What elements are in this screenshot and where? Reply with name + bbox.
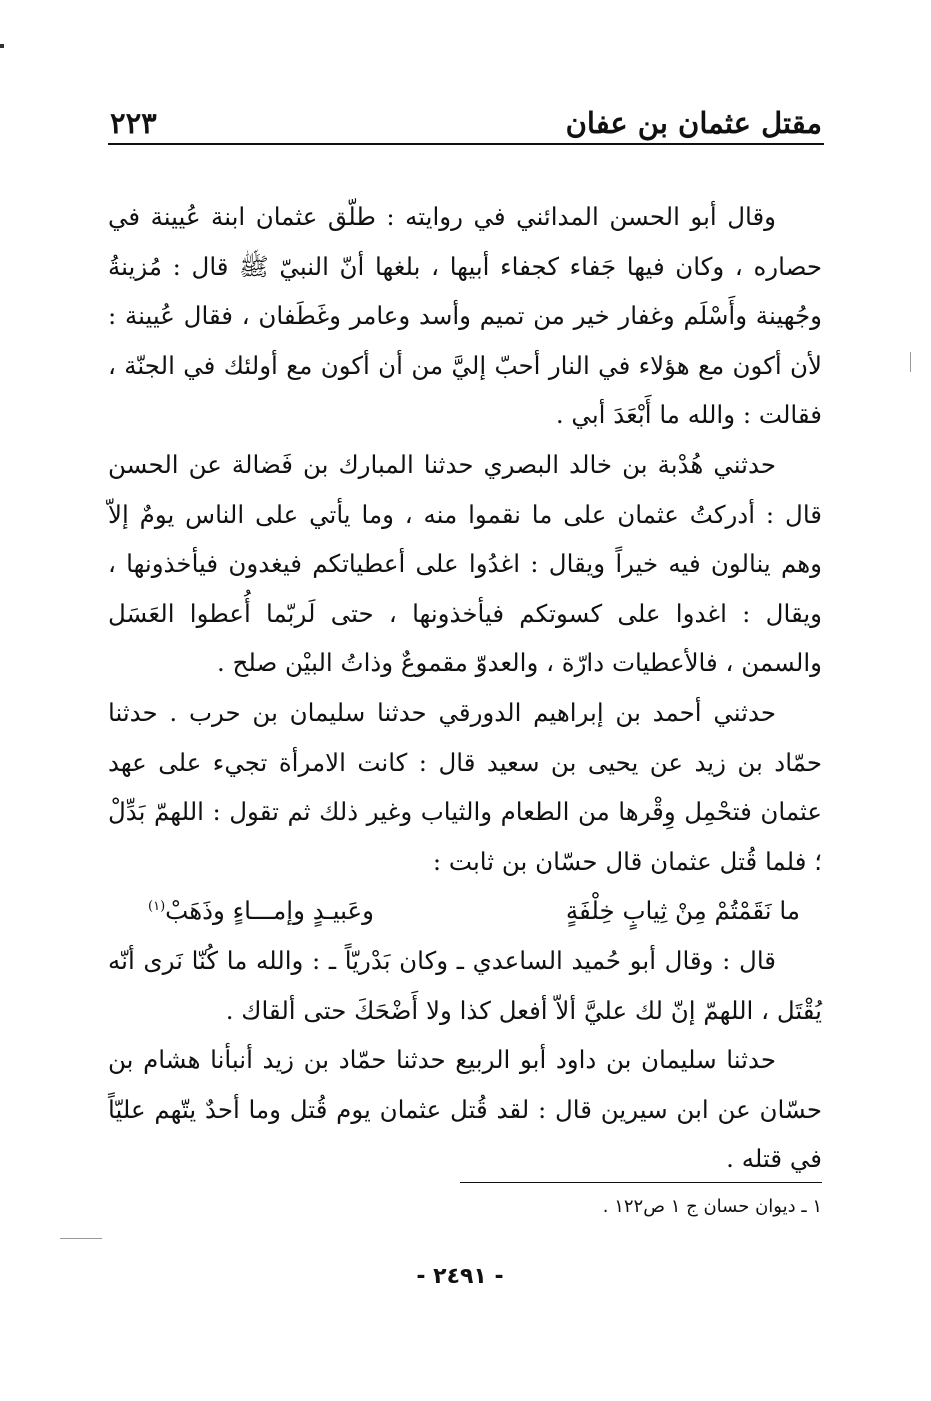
sequence-number: - ٢٤٩١ - (416, 1264, 504, 1289)
paragraph: حدثني هُدْبة بن خالد البصري حدثنا المبارك بن فَضالة عن الحسن قال : أدركتُ عثمان على ما نقموا منه ، وما يأتي على الناس يومٌ إلاّ وهم ينالون فيه خيراً ويقال : اغدُوا على أعطياتكم فيغدون فيأخذونها ، ويقال : اغدوا على كسوتكم فيأخذونها ، حتى لَربّما أُعطوا العَسَل والسمن ، فالأعطيات دارّة ، والعدوّ مقموعٌ وذاتُ البيْن صلح . (108, 449, 822, 678)
header-rule (108, 143, 824, 145)
footnote: ١ ـ ديوان حسان ج ١ ص١٢٢ . (602, 1196, 822, 1217)
running-header (110, 78, 822, 140)
scan-mark (0, 44, 4, 48)
verse-second-text: وعَبيـدٍ وإمـــاءٍ وذَهَبْ (165, 896, 374, 926)
footnote-rule (460, 1182, 822, 1183)
poetry-verse (108, 886, 822, 936)
running-title: مقتل عثمان بن عفان (565, 106, 822, 140)
paragraph: قال : وقال أبو حُميد الساعدي ـ وكان بَدْريّاً ـ : والله ما كُنّا نَرى أنّه يُقْتَل ، اللهمّ إنّ لك عليَّ ألاّ أفعل كذا ولا أَضْحَكَ حتى ألقاك . (108, 945, 822, 1025)
main-text (108, 192, 822, 1184)
paragraph: حدثني أحمد بن إبراهيم الدورقي حدثنا سليمان بن حرب . حدثنا حمّاد بن زيد عن يحيى بن سعيد قال : كانت الامرأة تجيء على عهد عثمان فتحْمِل وِقْرها من الطعام والثياب وغير ذلك ثم تقول : اللهمّ بَدِّلْ ؛ فلما قُتل عثمان قال حسّان بن ثابت : (108, 697, 822, 876)
verse-second-hemistich (148, 886, 374, 936)
paragraph: وقال أبو الحسن المدائني في روايته : طلّق عثمان ابنة عُيينة في حصاره ، وكان فيها جَفاء كجفاء أبيها ، بلغها أنّ النبيّ ﷺ قال : مُزينةُ وجُهينة وأَسْلَم وغفار خير من تميم وأسد وعامر وغَطَفان ، فقال عُيينة : لأن أكون مع هؤلاء في النار أحبّ إليَّ من أن أكون مع أولئك في الجنّة ، فقالت : والله ما أَبْعَدَ أبي . (108, 202, 822, 430)
verse-first-hemistich: ما نَقَمْتُمْ مِنْ ثِيابٍ خِلْفَةٍ (565, 896, 800, 926)
page-number: ٢٢٣ (110, 106, 157, 140)
scan-mark (910, 352, 911, 372)
scan-mark (60, 1238, 102, 1239)
footnote-reference: (١) (148, 899, 166, 915)
paragraph: حدثنا سليمان بن داود أبو الربيع حدثنا حمّاد بن زيد أنبأنا هشام بن حسّان عن ابن سيرين قال : لقد قُتل عثمان يوم قُتل وما أحدٌ يتّهم عليّاً في قتله . (108, 1045, 822, 1174)
